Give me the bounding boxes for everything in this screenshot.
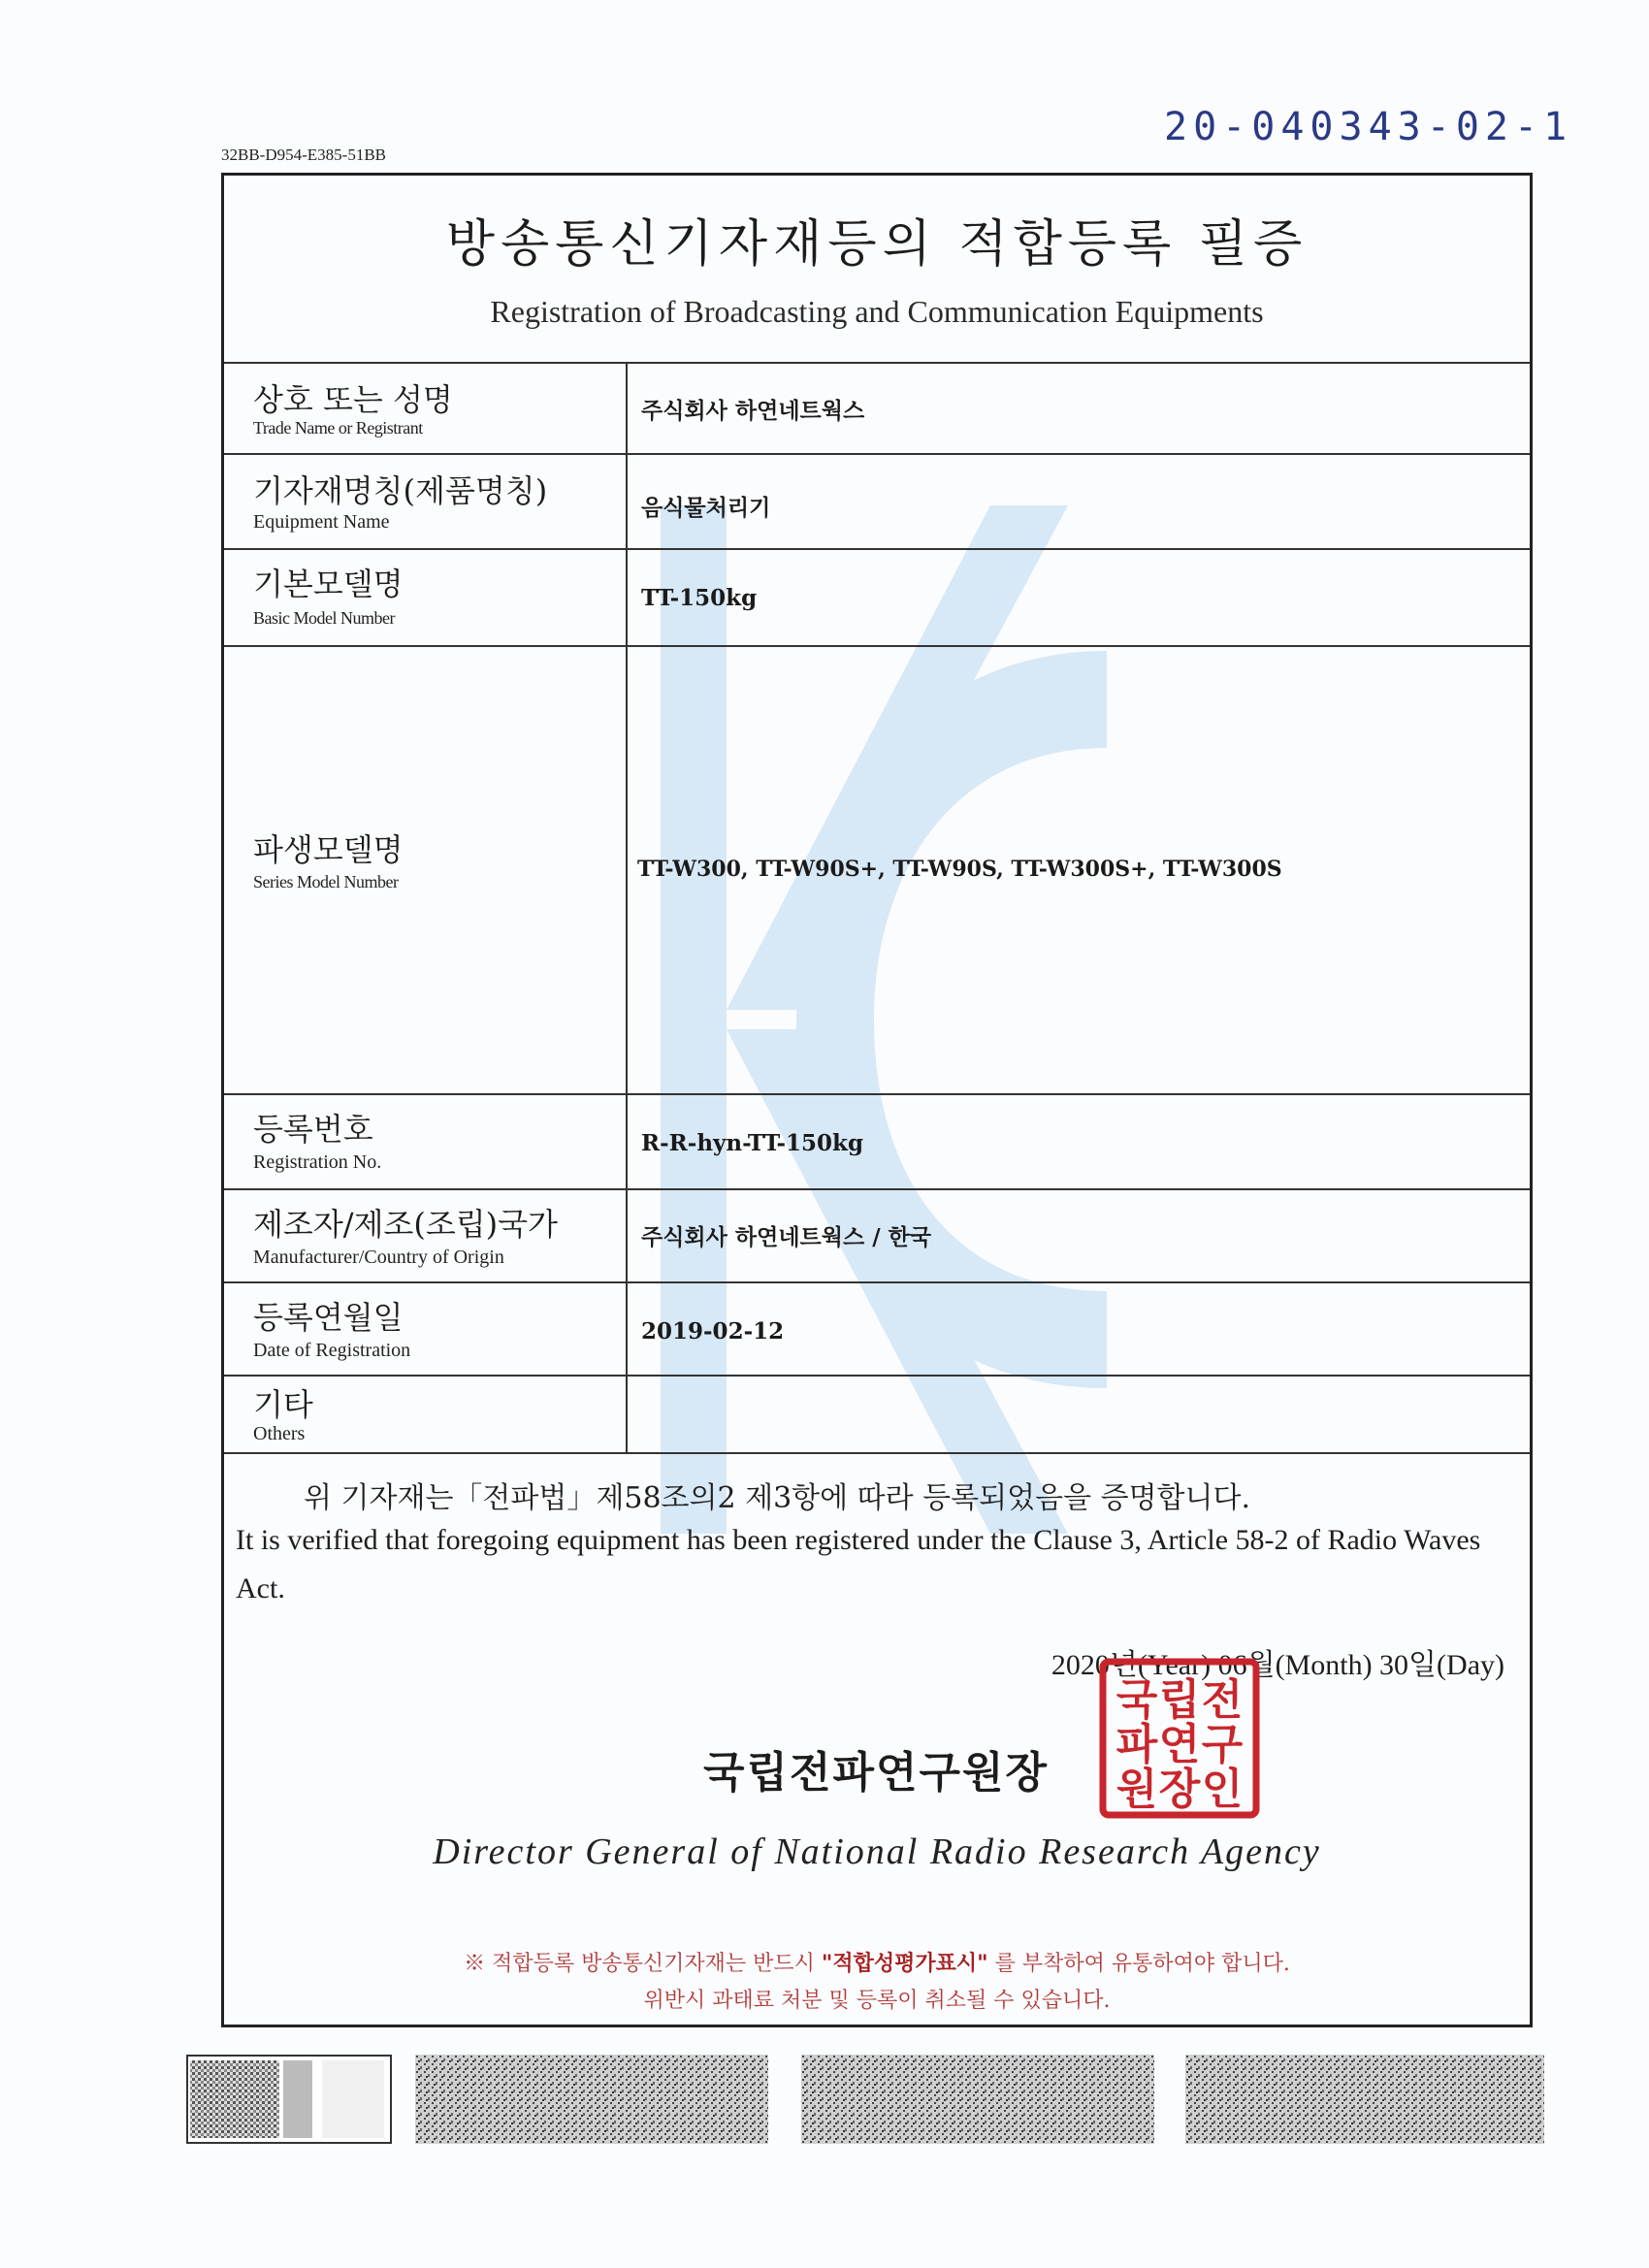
field-label-en: Manufacturer/Country of Origin bbox=[253, 1247, 504, 1268]
field-value-registration-date: 2019-02-12 bbox=[641, 1318, 785, 1345]
director-title-korean: 국립전파연구원장 bbox=[702, 1748, 1049, 1798]
field-label-cell bbox=[224, 647, 628, 1093]
field-value-basic-model: TT-150kg bbox=[641, 585, 758, 611]
security-code-block-2 bbox=[415, 2055, 768, 2144]
director-title-english: Director General of National Radio Research Agency bbox=[433, 1831, 1321, 1872]
svg-text:원: 원 bbox=[1116, 1765, 1158, 1814]
svg-text:인: 인 bbox=[1201, 1765, 1244, 1814]
field-value-series-model: TT-W300, TT-W90S+, TT-W90S, TT-W300S+, TT-W300S bbox=[637, 857, 1282, 882]
field-label-ko: 기자재명칭(제품명칭) bbox=[253, 472, 548, 509]
field-value-trade-name: 주식회사 하연네트웍스 bbox=[641, 398, 865, 424]
notice-emphasis: "적합성평가표시" bbox=[821, 1951, 988, 1976]
field-row-manufacturer bbox=[224, 1190, 1530, 1283]
field-label-en: Trade Name or Registrant bbox=[253, 418, 423, 437]
svg-text:구: 구 bbox=[1201, 1720, 1244, 1769]
field-label-ko: 제조자/제조(조립)국가 bbox=[253, 1206, 558, 1243]
field-row-others bbox=[224, 1377, 1530, 1454]
svg-text:립: 립 bbox=[1158, 1675, 1201, 1725]
title-english: Registration of Broadcasting and Communication Equipments bbox=[490, 294, 1264, 329]
field-label-en: Basic Model Number bbox=[253, 608, 395, 628]
certificate-frame bbox=[221, 173, 1533, 2027]
security-code-block-4 bbox=[1185, 2055, 1544, 2144]
svg-text:파: 파 bbox=[1116, 1720, 1158, 1769]
security-code-block-3 bbox=[801, 2055, 1154, 2144]
notice-line-1 bbox=[224, 1947, 1530, 1977]
field-label-ko: 기타 bbox=[253, 1386, 313, 1423]
field-value-equipment-name: 음식물처리기 bbox=[641, 495, 771, 521]
field-label-en: Series Model Number bbox=[253, 872, 399, 891]
field-value-manufacturer: 주식회사 하연네트웍스 / 한국 bbox=[641, 1224, 932, 1250]
certificate-header bbox=[224, 176, 1530, 364]
field-row-series-model bbox=[224, 647, 1530, 1095]
field-label-ko: 등록연월일 bbox=[253, 1299, 404, 1336]
field-value-registration-no: R-R-hyn-TT-150kg bbox=[641, 1130, 864, 1156]
notice-prefix: ※ 적합등록 방송통신기자재는 반드시 bbox=[464, 1952, 815, 1976]
document-code: 32BB-D954-E385-51BB bbox=[221, 146, 386, 164]
official-seal bbox=[1099, 1658, 1260, 1819]
title-korean: 방송통신기자재등의 적합등록 필증 bbox=[445, 215, 1309, 274]
statement-korean: 위 기자재는「전파법」제58조의2 제3항에 따라 등록되었음을 증명합니다. bbox=[304, 1481, 1251, 1515]
notice-line-2: 위반시 과태료 처분 및 등록이 취소될 수 있습니다. bbox=[643, 1989, 1111, 2013]
field-row-equipment-name bbox=[224, 455, 1530, 550]
field-label-cell bbox=[224, 1377, 628, 1452]
statement-english: It is verified that foregoing equipment has been registered under the Clause 3, Article 58-2 of Radio Waves Act. bbox=[236, 1524, 1481, 1604]
field-label-ko: 기본모델명 bbox=[253, 566, 404, 602]
field-row-registration-date bbox=[224, 1283, 1530, 1377]
notice-suffix: 를 부착하여 유통하여야 합니다. bbox=[994, 1952, 1290, 1976]
field-label-en: Date of Registration bbox=[253, 1340, 411, 1361]
field-label-ko: 파생모델명 bbox=[253, 831, 404, 868]
field-row-registration-no bbox=[224, 1095, 1530, 1190]
field-label-en: Equipment Name bbox=[253, 511, 390, 533]
security-code-block-1 bbox=[186, 2055, 392, 2144]
field-label-cell bbox=[224, 1283, 628, 1375]
cert-number: 20-040343-02-1 bbox=[1164, 105, 1573, 149]
field-row-trade-name bbox=[224, 362, 1530, 455]
issue-date: 2020년(Year) 06월(Month) 30일(Day) bbox=[1051, 1649, 1504, 1681]
field-label-en: Registration No. bbox=[253, 1151, 382, 1173]
svg-text:전: 전 bbox=[1201, 1675, 1244, 1725]
field-label-en: Others bbox=[253, 1423, 306, 1444]
field-label-cell bbox=[224, 1095, 628, 1188]
field-label-cell bbox=[224, 362, 628, 453]
svg-text:연: 연 bbox=[1158, 1720, 1201, 1769]
field-label-cell bbox=[224, 550, 628, 645]
field-row-basic-model bbox=[224, 550, 1530, 647]
svg-text:장: 장 bbox=[1158, 1765, 1201, 1814]
field-label-ko: 등록번호 bbox=[253, 1111, 373, 1148]
field-label-cell bbox=[224, 455, 628, 548]
svg-text:국: 국 bbox=[1116, 1675, 1158, 1725]
field-label-ko: 상호 또는 성명 bbox=[253, 381, 453, 418]
field-label-cell bbox=[224, 1190, 628, 1281]
